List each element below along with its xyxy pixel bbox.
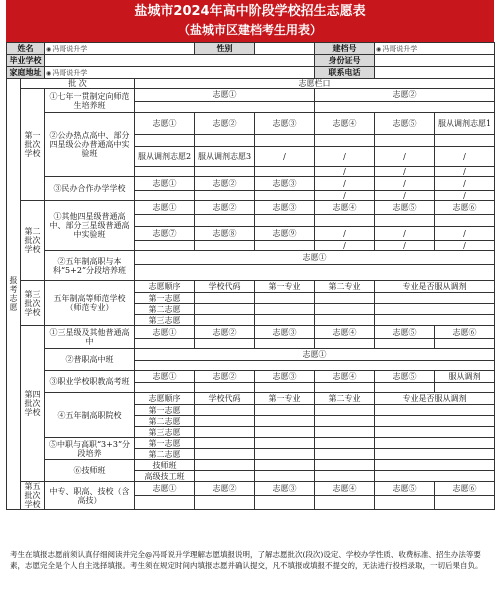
b4-r3-label: ③职业学校职教高考班: [45, 371, 135, 393]
b1-r2-c1[interactable]: 志愿①: [135, 113, 195, 135]
b4-r6-label: ⑥技师班: [45, 460, 135, 482]
phone-field[interactable]: [375, 67, 495, 79]
batch-header: 批 次: [21, 79, 135, 89]
column-header: 志愿栏口: [135, 79, 495, 89]
footer-note: 考生在填报志愿前须认真仔细阅读并完全@冯哥说升学理解志愿填报说明，了解志愿批次(段次)设定、学校办学性质、收费标准、招生办法等要素，志愿完全是个人自主选择填报。考生须在规定时间内填报志愿并确认提交，凡不填报或填报不提交的，无法进行投档录取，一切后果自负。: [10, 550, 483, 570]
address-field[interactable]: ◉ 冯哥说升学: [45, 67, 315, 79]
b1-r2-d6[interactable]: /: [435, 147, 495, 167]
b1-r2-c6[interactable]: 服从调剂志愿1: [435, 113, 495, 135]
file-no-field[interactable]: ◉ 冯哥说升学: [375, 43, 495, 55]
phone-label: 联系电话: [315, 67, 375, 79]
b1-r2-d3[interactable]: /: [255, 147, 315, 167]
b1-r3-c1[interactable]: 志愿①: [135, 177, 195, 191]
b1-r2-d2[interactable]: 服从调剂志愿3: [195, 147, 255, 167]
b2-r1-label: ①其他四星级普通高中、部分三星级普通高中实验班: [45, 201, 135, 251]
gender-label: 性别: [195, 43, 255, 55]
batch1-label: 第一批次学校: [21, 89, 45, 201]
batch4-label: 第四批次学校: [21, 326, 45, 482]
batch3-label: 第三批次学校: [21, 281, 45, 326]
address-label: 家庭地址: [7, 67, 45, 79]
school-field[interactable]: [45, 55, 315, 67]
b1-r2-c4[interactable]: 志愿④: [315, 113, 375, 135]
b1-r2-d4[interactable]: /: [315, 147, 375, 167]
b1-r1-v2[interactable]: 志愿②: [315, 89, 495, 113]
b1-r2-c5[interactable]: 志愿⑤: [375, 113, 435, 135]
b2-r2-label: ②五年制高职与本科“5+2”分段培养班: [45, 251, 135, 281]
name-field[interactable]: ◉ 冯哥说升学: [45, 43, 195, 55]
b4-r4-label: ④五年制高职院校: [45, 393, 135, 438]
b1-r2-d5[interactable]: /: [375, 147, 435, 167]
b4-r1-label: ①三星级及其他普通高中: [45, 326, 135, 349]
gender-field[interactable]: [255, 43, 315, 55]
b1-r3-label: ③民办合作办学学校: [45, 177, 135, 201]
application-form: 姓名 ◉ 冯哥说升学 性别 建档号 ◉ 冯哥说升学 毕业学校 身份证号 家庭地址 ◉ 冯哥说升学 联系电话 报考志愿 批 次 志愿栏口 第一批次学校 ①七年一贯制定向师范生培养班 志愿① 志愿② ②公办热点高中、部分四星级公办普通高中实验班 志愿① 志愿② 志愿③ 志愿④ 志愿⑤ 服从调剂志愿1 服从调剂志愿2 服从调剂志愿3 / / / / / / / ③民办合作办学学校 志愿① 志愿② 志愿③ / / / / / / 第二批次学校 ①其他四星级普通高中、部分三星级普通高中实验班 志愿① 志愿② 志愿③ 志愿④ 志愿⑤ 志愿⑥ 志愿⑦ 志愿⑧ 志愿⑨ / / / / / / ②五年制高职与本科“5+2”分段培养班 志愿① 第三批次学校 五年制高等师范学校（师范专业） 志愿顺序 学校代码 第一专业 第二专业 专业是否服从调剂 第一志愿 第二志愿 第三志愿 第四批次学校 ①三星级及其他普通高中 志愿① 志愿② 志愿③ 志愿④ 志愿⑤ 志愿⑥ ②普职高中班 志愿① ③职业学校职教高考班 志愿① 志愿② 志愿③ 志愿④ 志愿⑤ 服从调剂 ④五年制高职院校 志愿顺序 学校代码 第一专业 第二专业 专业是否服从调剂 第一志愿 第二志愿 第三志愿 ⑤中职与高职“3+3”分段培养 第一志愿 第二志愿 ⑥技师班 技师班 高级技工班 第五批次学校 中专、职高、技校（含高技） 志愿① 志愿② 志愿③ 志愿④ 志愿⑤ 志愿⑥: [6, 42, 495, 510]
id-no-label: 身份证号: [315, 55, 375, 67]
form-title: [6, 0, 494, 42]
title-line1: 盐城市2024年高中阶段学校招生志愿表: [134, 4, 366, 19]
b1-r2-c2[interactable]: 志愿②: [195, 113, 255, 135]
b1-r2-c3[interactable]: 志愿③: [255, 113, 315, 135]
b1-r3-c2[interactable]: 志愿②: [195, 177, 255, 191]
b1-r3-c3[interactable]: 志愿③: [255, 177, 315, 191]
id-no-field[interactable]: [375, 55, 495, 67]
b1-r1-label: ①七年一贯制定向师范生培养班: [45, 89, 135, 113]
batch5-label: 第五批次学校: [21, 482, 45, 510]
b1-r2-label: ②公办热点高中、部分四星级公办普通高中实验班: [45, 113, 135, 177]
b1-r1-v1[interactable]: 志愿①: [135, 89, 315, 113]
title-line2: （盐城市区建档考生用表）: [177, 23, 322, 37]
b4-r2-label: ②普职高中班: [45, 349, 135, 371]
file-no-label: 建档号: [315, 43, 375, 55]
b4-r5-label: ⑤中职与高职“3+3”分段培养: [45, 438, 135, 460]
section-label: 报考志愿: [7, 79, 21, 510]
name-label: 姓名: [7, 43, 45, 55]
b2-r2-v1[interactable]: 志愿①: [135, 251, 495, 265]
b1-r2-d1[interactable]: 服从调剂志愿2: [135, 147, 195, 167]
batch2-label: 第二批次学校: [21, 201, 45, 281]
b3-r1-label: 五年制高等师范学校（师范专业）: [45, 281, 135, 326]
school-label: 毕业学校: [7, 55, 45, 67]
b5-r1-label: 中专、职高、技校（含高技）: [45, 482, 135, 510]
